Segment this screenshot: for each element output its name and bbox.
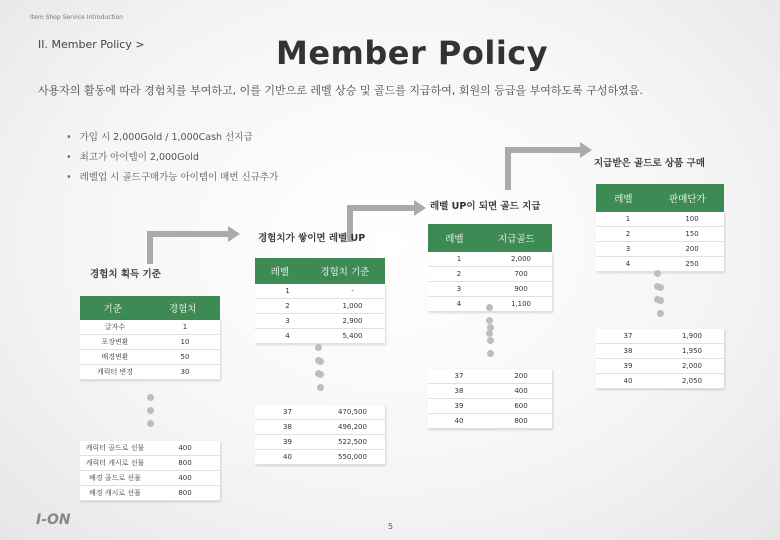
gold-rows-top: [428, 252, 552, 312]
page-number: 5: [388, 522, 394, 531]
table-row: [596, 227, 724, 242]
cell: 4: [456, 300, 462, 308]
cell: 37: [623, 332, 633, 340]
cell: 400: [178, 444, 192, 452]
cell: 1: [456, 255, 462, 263]
cell: 800: [178, 489, 192, 497]
cell: 250: [685, 260, 699, 268]
price-table-header: [596, 184, 724, 212]
cell: 700: [514, 270, 528, 278]
cell: 37: [454, 372, 464, 380]
table-row: [255, 329, 385, 344]
cell: 2,050: [681, 377, 703, 385]
cell: 150: [685, 230, 699, 238]
table-row: [428, 399, 552, 414]
cell: 5,400: [342, 332, 363, 340]
header-cell: 경험치 기준: [320, 267, 370, 278]
label-gold-pay: 레벨 UP이 되면 골드 지급: [430, 201, 541, 212]
header-cell: 레벨: [614, 194, 633, 205]
cell: 400: [178, 474, 192, 482]
table-row: [428, 267, 552, 282]
level-rows-top: [255, 284, 385, 344]
cell: 2,000: [510, 255, 532, 263]
table-row: [80, 456, 220, 471]
cell: 600: [514, 402, 528, 410]
arrow-3-head: [580, 142, 592, 158]
cell: 38: [283, 423, 292, 431]
cell: 2,900: [342, 317, 363, 325]
header-small: Item Shop Service Introduction: [30, 14, 123, 21]
table-row: [428, 384, 552, 399]
cell: 캐릭터 캐시로 선물: [85, 459, 145, 467]
cell: 550,000: [338, 453, 367, 461]
cell: 1: [285, 287, 290, 295]
table-row: [255, 420, 385, 435]
arrow-1-head: [228, 226, 240, 242]
label-buy: 지급받은 골드로 상품 구매: [594, 158, 705, 169]
cell: 100: [685, 215, 699, 223]
table-row: [428, 414, 552, 429]
cell: 200: [514, 372, 528, 380]
table-row: [80, 335, 220, 350]
cell: 3: [456, 285, 462, 293]
bullet-item: • 레벨업 시 골드구매가능 아이템이 매번 신규추가: [66, 168, 278, 188]
arrow-1: [150, 234, 228, 264]
cell: 40: [454, 417, 464, 425]
cell: 1,900: [681, 332, 703, 340]
level-table-header: [255, 258, 385, 284]
cell: 30: [180, 368, 190, 376]
level-rows-bottom: [255, 405, 385, 465]
table-row: [255, 299, 385, 314]
cell: 800: [178, 459, 192, 467]
cell: 1,950: [681, 347, 703, 355]
table-row: [596, 359, 724, 374]
ellipsis-dots: [654, 270, 661, 303]
cell: 200: [685, 245, 699, 253]
cell: 900: [514, 285, 528, 293]
table-row: [80, 320, 220, 335]
ellipsis-dots: [486, 304, 493, 337]
table-row: [255, 284, 385, 299]
cell: 1,100: [510, 300, 532, 308]
arrow-3: [508, 150, 580, 190]
header-cell: 경험치: [168, 304, 197, 315]
cell: 1,000: [342, 302, 363, 310]
cell: -: [351, 287, 354, 295]
cell: 4: [285, 332, 290, 340]
cell: 배경 캐시로 선물: [89, 489, 141, 497]
table-row: [80, 350, 220, 365]
header-cell: 지급골드: [498, 234, 535, 245]
bullet-item: • 가입 시 2,000Gold / 1,000Cash 선지급: [66, 128, 278, 148]
exp-table: [80, 296, 220, 501]
ellipsis-dots: [80, 394, 220, 427]
gold-table-header: [428, 224, 552, 252]
exp-rows-bottom: [80, 441, 220, 501]
cell: 1: [625, 215, 631, 223]
header-cell: 판매단가: [669, 194, 706, 205]
cell: 400: [514, 387, 528, 395]
cell: 40: [623, 377, 633, 385]
table-row: [596, 242, 724, 257]
cell: 39: [623, 362, 633, 370]
table-row: [255, 314, 385, 329]
bullet-item: • 최고가 아이템이 2,000Gold: [66, 148, 278, 168]
cell: 2: [625, 230, 631, 238]
cell: 4: [625, 260, 631, 268]
section-label: II. Member Policy >: [38, 38, 145, 51]
cell: 글자수: [104, 323, 126, 331]
table-row: [596, 329, 724, 344]
table-row: [80, 441, 220, 456]
arrow-2-head: [414, 200, 426, 216]
cell: 2,000: [681, 362, 703, 370]
cell: 39: [283, 438, 292, 446]
header-cell: 기준: [103, 304, 122, 315]
table-row: [255, 405, 385, 420]
exp-rows-top: [80, 320, 220, 380]
ellipsis-dots: [315, 344, 322, 377]
cell: 38: [623, 347, 633, 355]
subtitle: 사용자의 활동에 따라 경험치를 부여하고, 이를 기반으로 레벨 상승 및 골드를 지급하여, 회원의 등급을 부여하도록 구성하였음.: [38, 84, 643, 97]
company-logo: I-ON: [36, 512, 71, 528]
cell: 3: [625, 245, 631, 253]
cell: 470,500: [338, 408, 367, 416]
cell: 39: [454, 402, 464, 410]
page-title: Member Policy: [276, 34, 549, 72]
label-level-up: 경험치가 쌓이면 레벨 UP: [258, 233, 366, 244]
table-row: [255, 450, 385, 465]
table-row: [428, 282, 552, 297]
table-row: [428, 369, 552, 384]
cell: 800: [514, 417, 528, 425]
table-row: [428, 252, 552, 267]
table-row: [596, 212, 724, 227]
price-rows-top: [596, 212, 724, 272]
cell: 10: [180, 338, 190, 346]
cell: 37: [283, 408, 292, 416]
cell: 2: [456, 270, 462, 278]
cell: 1: [182, 323, 188, 331]
cell: 2: [285, 302, 290, 310]
table-row: [596, 374, 724, 389]
table-row: [80, 486, 220, 501]
cell: 배경변환: [101, 353, 129, 361]
cell: 522,500: [338, 438, 367, 446]
cell: 38: [454, 387, 464, 395]
cell: 배경 골드로 선물: [89, 474, 141, 482]
header-cell: 레벨: [270, 267, 290, 278]
table-row: [255, 435, 385, 450]
header-cell: 레벨: [445, 234, 464, 245]
cell: 캐릭터 변경: [96, 368, 134, 376]
label-exp-gain: 경험치 획득 기준: [90, 269, 161, 280]
exp-table-header: [80, 296, 220, 320]
gold-rows-bottom: [428, 369, 552, 429]
table-row: [80, 471, 220, 486]
cell: 496,200: [338, 423, 367, 431]
cell: 3: [285, 317, 290, 325]
table-row: [80, 365, 220, 380]
cell: 50: [180, 353, 190, 361]
price-rows-bottom: [596, 329, 724, 389]
table-row: [596, 344, 724, 359]
cell: 40: [283, 453, 292, 461]
cell: 캐릭터 골드로 선물: [85, 444, 145, 452]
cell: 포장변환: [101, 338, 129, 346]
